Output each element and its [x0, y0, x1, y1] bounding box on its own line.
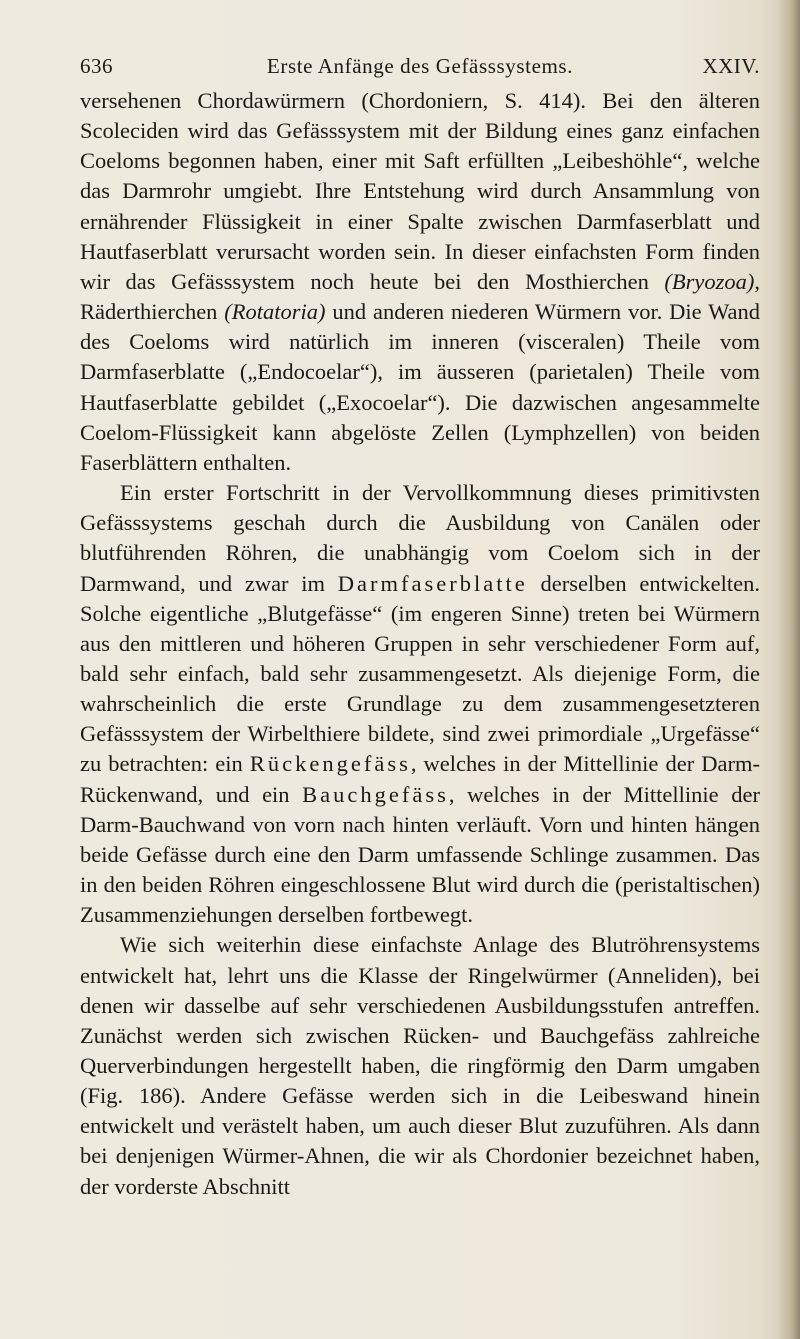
taxon-italic: (Bryozoa) [664, 268, 755, 294]
running-head: Erste Anfänge des Gefässsystems. [266, 54, 574, 78]
page-edge-shadow [778, 0, 800, 1339]
text-segment: Ein erster Fortschritt in der Vervollkommnung dieses primitivsten Gefässsystems geschah durch die Ausbildung von Canälen oder blutführenden Röhren, die unabhängig vom Coelom sich in der Darmwand, und zwar im [80, 480, 760, 596]
text-segment: , welches in der Mittellinie der Darm-Bauchwand von vorn nach hinten verläuft. Vorn und hinten hängen beide Gefässe durch eine den Darm umfassende Schlinge zusammen. Das in den beiden Röhren eingeschlossene Blut wird durch die (peristaltischen) Zusammenziehungen derselben fortbewegt. [80, 781, 760, 928]
text-segment: Wie sich weiterhin diese einfachste Anlage des Blutröhrensystems entwickelt hat, lehrt uns die Klasse der Ringelwürmer (Anneliden), bei denen wir dasselbe auf sehr verschiedenen Ausbildungsstufen antreffen. Zunächst werden sich zwischen Rücken- und Bauchgefäss zahlreiche Querverbindungen hergestellt haben, die ringförmig den Darm umgaben (Fig. 186). Andere Gefässe werden sich in die Leibeswand hinein entwickelt und verästelt haben, um auch dieser Blut zuzuführen. Als dann bei denjenigen Würmer-Ahnen, die wir als Chordonier bezeichnet haben, der vorderste Abschnitt [80, 932, 760, 1199]
taxon-italic: (Rotatoria) [224, 299, 326, 325]
spaced-term: Darmfaserblatte [337, 570, 528, 596]
paragraph-1 [80, 86, 760, 478]
paragraph-2 [80, 478, 760, 930]
text-segment: und anderen niederen Würmern vor. Die Wand des Coeloms wird natürlich im inneren (visceralen) Theile vom Darmfaserblatte („Endocoelar“), im äusseren (parietalen) Theile vom Hautfaserblatte gebildet („Exocoelar“). Die dazwischen angesammelte Coelom-Flüssigkeit kann abgelöste Zellen (Lymphzellen) von beiden Faserblättern enthalten. [80, 299, 760, 475]
chapter-number: XXIV. [702, 54, 760, 78]
page-header [80, 54, 760, 84]
spaced-term: Rückengefäss [249, 751, 411, 777]
spaced-term: Bauchgefäss [302, 781, 449, 807]
text-segment: derselben entwickelten. Solche eigentliche „Blutgefässe“ (im engeren Sinne) treten bei Würmern aus den mittleren und höheren Gruppen in sehr verschiedener Form auf, bald sehr einfach, bald sehr zusammengesetzt. Als diejenige Form, die wahrscheinlich die erste Grundlage zu dem zusammengesetzteren Gefässsystem der Wirbelthiere bildete, sind zwei primordiale „Urgefässe“ zu betrachten: ein [80, 570, 760, 777]
page-number: 636 [80, 54, 113, 78]
body-text [80, 86, 760, 1202]
text-segment: , Räderthierchen [80, 268, 760, 325]
text-segment: versehenen Chordawürmern (Chordoniern, S. 414). Bei den älteren Scoleciden wird das Gefässsystem mit der Bildung eines ganz einfachen Coeloms begonnen haben, einer mit Saft erfüllten „Leibeshöhle“, welche das Darmrohr umgiebt. Ihre Entstehung wird durch Ansammlung von ernährender Flüssigkeit in einer Spalte zwischen Darmfaserblatt und Hautfaserblatt verursacht worden sein. In dieser einfachsten Form finden wir das Gefässsystem noch heute bei den Mosthierchen [80, 88, 760, 294]
text-segment: , welches in der Mittellinie der Darm-Rückenwand, und ein [80, 751, 760, 807]
paragraph-3 [80, 930, 760, 1201]
